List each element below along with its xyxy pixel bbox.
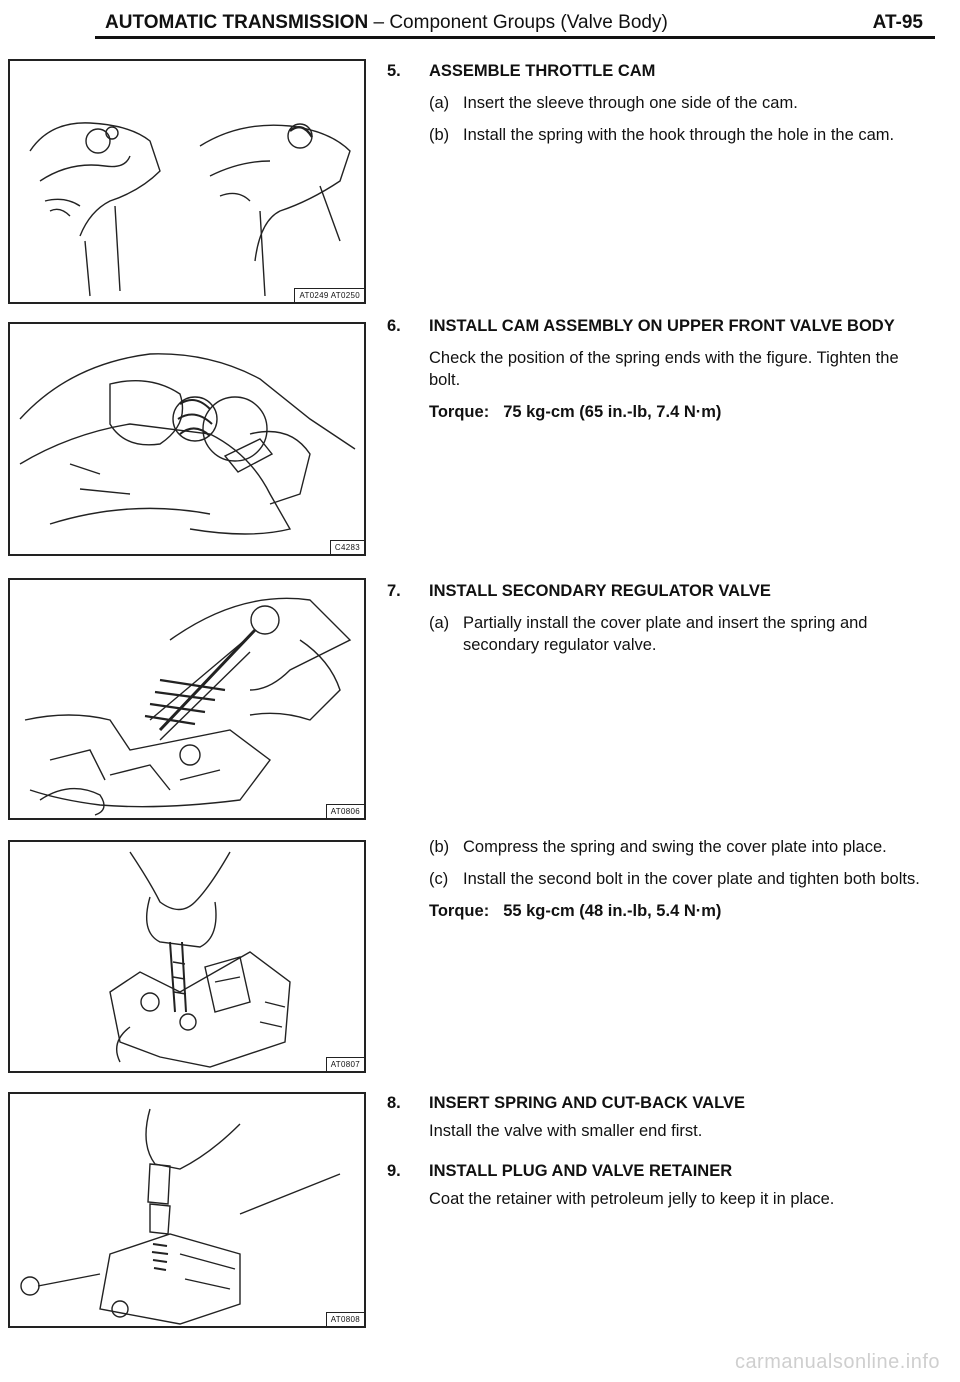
step-number: 5.: [387, 62, 401, 80]
figure-cam-assembly: [8, 322, 366, 556]
substep-label: (b): [429, 126, 450, 144]
step-number: 6.: [387, 317, 401, 335]
figure-code: AT0249 AT0250: [294, 288, 364, 302]
step-number: 9.: [387, 1162, 401, 1180]
figure-throttle-cam: [8, 59, 366, 304]
throttle-cam-illustration: [10, 61, 364, 302]
header-title-sub: Component Groups (Valve Body): [389, 12, 668, 33]
header-title: [105, 12, 668, 34]
torque-label: Torque:: [429, 403, 490, 421]
step-paragraph: Check the position of the spring ends with the figure. Tighten the bolt.: [429, 349, 899, 389]
step-heading: INSTALL SECONDARY REGULATOR VALVE: [429, 582, 771, 600]
torque-value: 55 kg-cm (48 in.-lb, 5.4 N·m): [503, 902, 722, 920]
substep-a: [429, 612, 932, 656]
substep-b: [429, 836, 932, 858]
page-number: AT-95: [872, 12, 923, 33]
substep-b: [429, 124, 932, 146]
substep-label: (b): [429, 838, 450, 856]
step-heading: INSTALL CAM ASSEMBLY ON UPPER FRONT VALVE BODY: [429, 317, 895, 335]
cover-plate-illustration: [10, 842, 364, 1071]
torque-value: 75 kg-cm (65 in.-lb, 7.4 N·m): [503, 403, 722, 421]
header-title-separator: –: [373, 12, 385, 33]
substep-c: [429, 868, 932, 890]
secondary-regulator-illustration: [10, 580, 364, 818]
page-header: [95, 6, 935, 39]
substep-text: Install the second bolt in the cover plate and tighten both bolts.: [463, 870, 920, 888]
substep-text: Partially install the cover plate and insert the spring and secondary regulator valve.: [463, 614, 868, 654]
step-paragraph: Install the valve with smaller end first.: [429, 1122, 703, 1140]
figure-code: AT0806: [326, 804, 364, 818]
figure-code: AT0807: [326, 1057, 364, 1071]
step-9: [387, 1160, 932, 1210]
figure-secondary-regulator: [8, 578, 366, 820]
substep-label: (a): [429, 94, 450, 112]
step-heading: ASSEMBLE THROTTLE CAM: [429, 62, 656, 80]
figure-code: AT0808: [326, 1312, 364, 1326]
plug-retainer-illustration: [10, 1094, 364, 1326]
watermark: carmanualsonline.info: [734, 1351, 940, 1373]
torque-label: Torque:: [429, 902, 490, 920]
step-7: [387, 580, 932, 656]
substep-a: [429, 92, 932, 114]
cam-assembly-illustration: [10, 324, 364, 554]
substep-label: (a): [429, 614, 450, 632]
step-heading: INSTALL PLUG AND VALVE RETAINER: [429, 1162, 733, 1180]
torque-spec: [429, 900, 932, 922]
substep-text: Insert the sleeve through one side of the cam.: [463, 94, 798, 112]
figure-code: C4283: [330, 540, 364, 554]
torque-spec: [429, 401, 932, 423]
substep-text: Install the spring with the hook through the hole in the cam.: [463, 126, 895, 144]
step-7-continued: [387, 836, 932, 922]
step-heading: INSERT SPRING AND CUT-BACK VALVE: [429, 1094, 745, 1112]
step-6: [387, 315, 932, 423]
header-title-main: AUTOMATIC TRANSMISSION: [105, 12, 369, 33]
step-8: [387, 1092, 932, 1142]
step-paragraph: Coat the retainer with petroleum jelly to keep it in place.: [429, 1190, 835, 1208]
substep-text: Compress the spring and swing the cover plate into place.: [463, 838, 887, 856]
substep-label: (c): [429, 870, 449, 888]
step-number: 8.: [387, 1094, 401, 1112]
figure-cover-plate: [8, 840, 366, 1073]
step-5: [387, 60, 932, 146]
step-number: 7.: [387, 582, 401, 600]
figure-plug-retainer: [8, 1092, 366, 1328]
